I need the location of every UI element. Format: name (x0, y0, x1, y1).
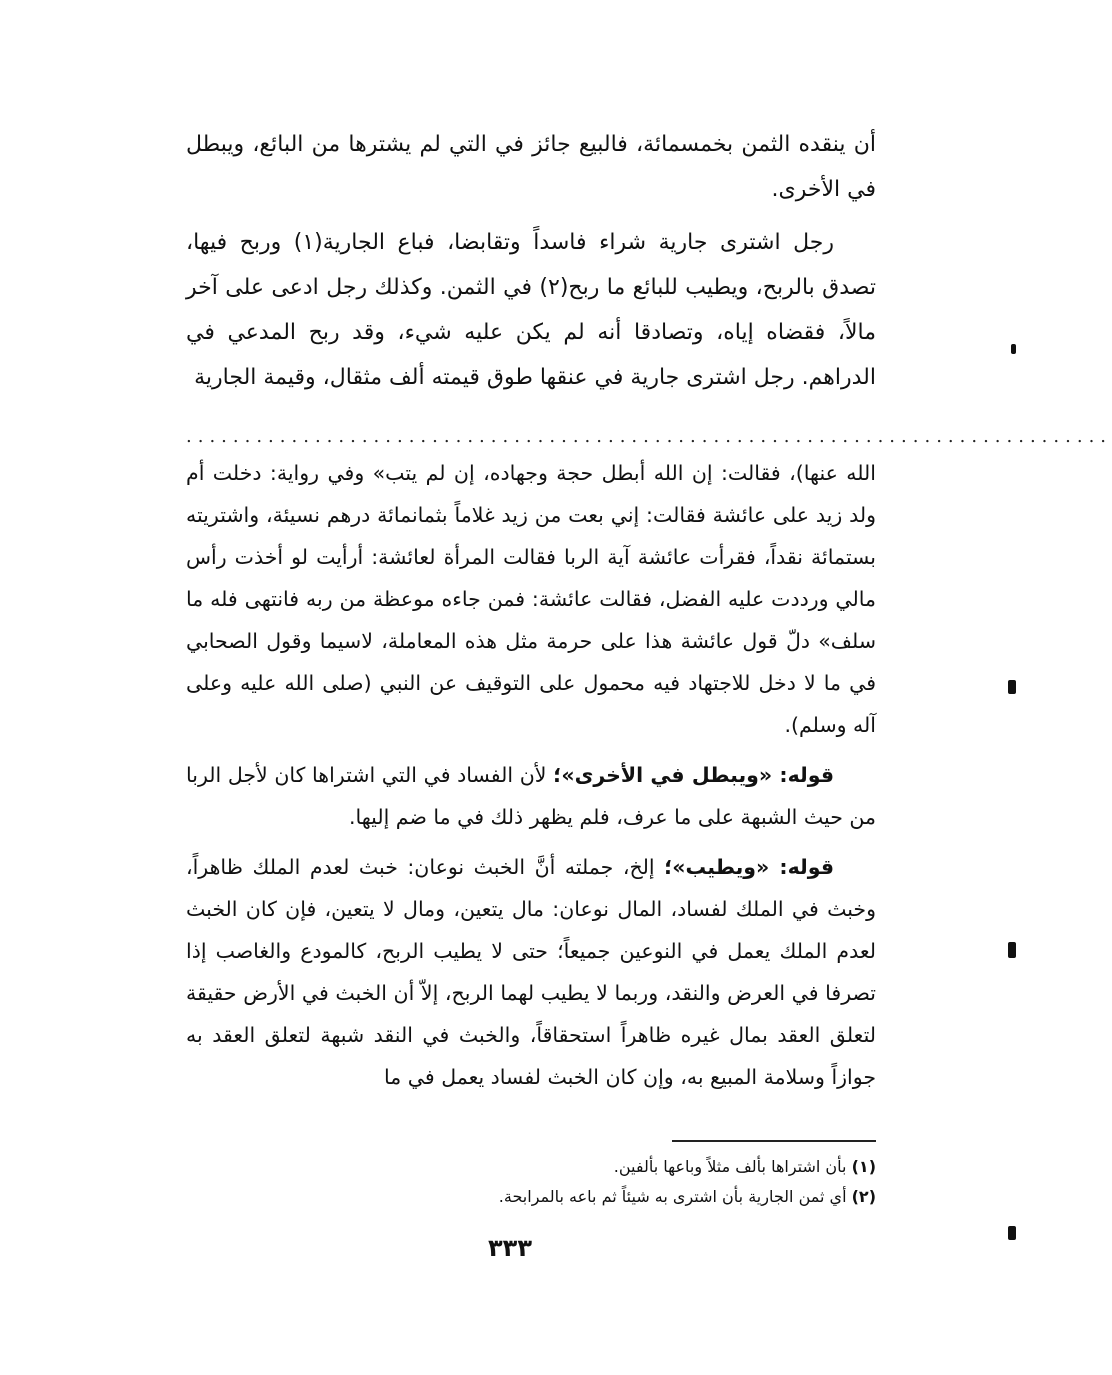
main-text (186, 122, 876, 408)
footnote-2-number: (٢) (851, 1187, 876, 1206)
commentary-body-2: لأن الفساد في التي اشتراها كان لأجل الربا من حيث الشبهة على ما عرف، فلم يظهر ذلك في ما ضم إليها. (186, 763, 876, 829)
dotted-separator: ............................................................................... (186, 426, 1112, 447)
scan-edge-mark (1008, 942, 1016, 958)
main-paragraph-1: أن ينقده الثمن بخمسمائة، فالبيع جائز في التي لم يشترها من البائع، ويبطل في الأخرى. (186, 132, 876, 202)
footnote-2 (186, 1182, 876, 1212)
footnote-1 (186, 1152, 876, 1182)
scan-edge-mark (1008, 680, 1016, 694)
footnote-2-text: أي ثمن الجارية بأن اشترى به شيئاً ثم باعه بالمرابحة. (498, 1187, 847, 1206)
commentary-lead-3: قوله: «ويطيب»؛ (664, 855, 834, 879)
footnote-1-text: بأن اشتراها بألف مثلاً وباعها بألفين. (613, 1157, 847, 1176)
commentary-paragraph-1: الله عنها)، فقالت: إن الله أبطل حجة وجهاده، إن لم يتب» وفي رواية: دخلت أم ولد زيد على عائشة فقالت: إني بعت من زيد غلاماً بثمانمائة درهم نسيئة، واشتريته بستمائة نقداً، فقرأت عائشة آية الربا فقالت المرأة لعائشة: أرأيت لو أخذت رأس مالي ورددت عليه الفضل، فقالت عائشة: فمن جاءه موعظة من ربه فانتهى فله ما سلف» دلّ قول عائشة هذا على حرمة مثل هذه المعاملة، لاسيما وقول الصحابي في ما لا دخل للاجتهاد فيه محمول على التوقيف عن النبي (صلى الله عليه وعلى آله وسلم). (186, 461, 876, 737)
commentary-body-3: إلخ، جملته أنَّ الخبث نوعان: خبث لعدم الملك ظاهراً، وخبث في الملك لفساد، المال نوعان: مال يتعين، ومال لا يتعين، فإن كان الخبث لعدم الملك يعمل في النوعين جميعاً؛ حتى لا يطيب الربح، كالمودع والغاصب إذا تصرفا في العرض والنقد، وربما لا يطيب لهما الربح، إلاّ أن الخبث في الأرض حقيقة لتعلق العقد بمال غيره ظاهراً استحقاقاً، والخبث في النقد شبهة لتعلق العقد به جوازاً وسلامة المبيع به، وإن كان الخبث لفساد يعمل في ما (186, 855, 876, 1089)
commentary-lead-2: قوله: «ويبطل في الأخرى»؛ (553, 763, 835, 787)
commentary-paragraph-3 (186, 846, 876, 1098)
footnote-1-number: (١) (851, 1157, 876, 1176)
scan-edge-mark (1008, 1226, 1016, 1240)
scan-edge-mark (1011, 344, 1016, 354)
footnote-rule (672, 1140, 876, 1142)
commentary-paragraph-2 (186, 754, 876, 838)
footnotes (186, 1152, 876, 1212)
main-paragraph-2: رجل اشترى جارية شراء فاسداً وتقابضا، فباع الجارية(١) وربح فيها، تصدق بالربح، ويطيب للبائع ما ربح(٢) في الثمن. وكذلك رجل ادعى على آخر مالاً، فقضاه إياه، وتصادقا أنه لم يكن عليه شيء، وقد ربح المدعي في الدراهم. رجل اشترى جارية في عنقها طوق قيمته ألف مثقال، وقيمة الجارية (186, 230, 876, 390)
page-number: ٣٣٣ (488, 1234, 532, 1262)
commentary-text (186, 452, 876, 1106)
